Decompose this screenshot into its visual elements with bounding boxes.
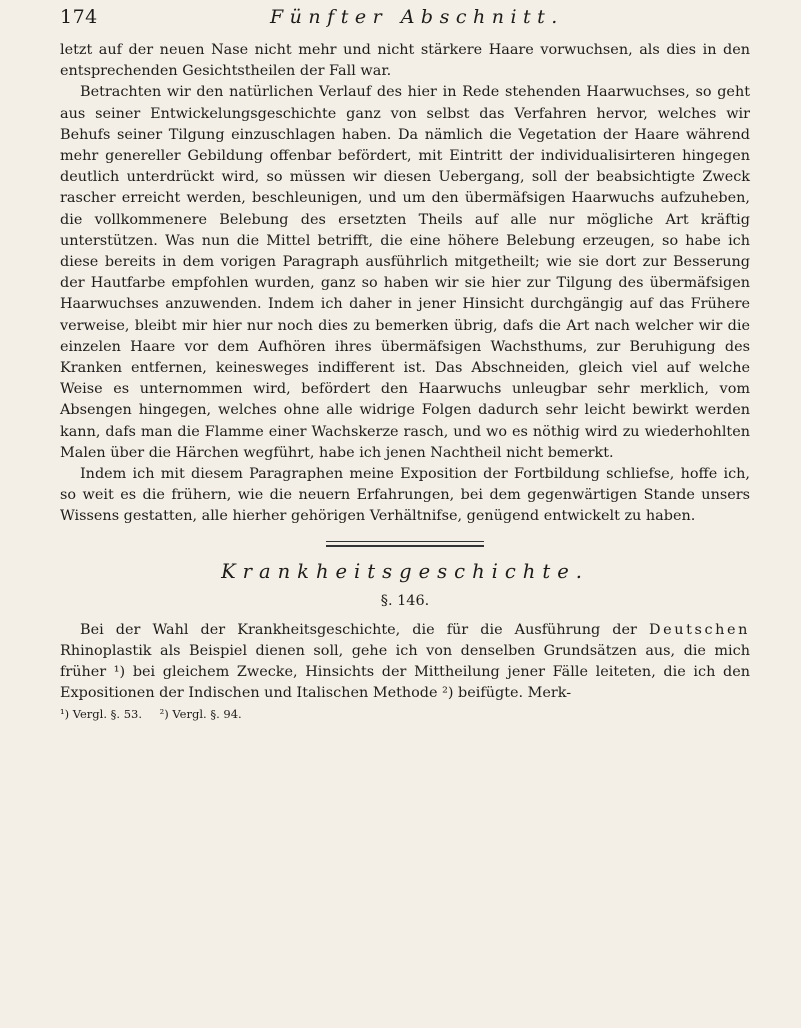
paragraph-text-before: Bei der Wahl der Krankheitsgeschichte, die für die Ausführung der: [80, 621, 649, 638]
paragraph-text-after: Rhinoplastik als Beispiel dienen soll, gehe ich von denselben Grundsätzen aus, die mich früher ¹) bei gleichem Zwecke, Hinsichts der Mittheilung jener Fälle leiteten, die ich den Expositionen der Indischen und Italischen Methode ²) beifügte. Merk-: [60, 642, 750, 702]
paragraph-hair-growth: Betrachten wir den natürlichen Verlauf des hier in Rede stehenden Haarwuchses, so geht aus seiner Entwickelungsgeschichte ganz von selbst das Verfahren hervor, welches wir Behufs seiner Tilgung einzuschlagen haben. Da nämlich die Vegetation der Haare während mehr genereller Gebildung offenbar befördert, mit Eintritt der individualisirteren hingegen deutlich unterdrückt wird, so müssen wir diesen Uebergang, soll der beabsichtigte Zweck rascher erreicht werden, beschleunigen, und um den übermäfsigen Haarwuchs aufzuheben, die vollkommenere Belebung des ersetzten Theils auf alle nur mögliche Art kräftig unterstützen. Was nun die Mittel betrifft, die eine höhere Belebung erzeugen, so habe ich diese bereits in dem vorigen Paragraph ausführlich mitgetheilt; wie sie dort zur Besserung der Hautfarbe empfohlen wurden, ganz so haben wir sie hier zur Tilgung des übermäfsigen Haarwuchses anzuwenden. Indem ich daher in jener Hinsicht durchgängig auf das Frühere verweise, bleibt mir hier nur noch dies zu bemerken übrig, dafs die Art nach welcher wir die einzelen Haare vor dem Aufhören ihres übermäfsigen Wachsthums, zur Beruhigung des Kranken entfernen, keinesweges indifferent ist. Das Abschneiden, gleich viel auf welche Weise es unternommen wird, befördert den Haarwuchs unleugbar sehr merklich, vom Absengen hingegen, welches ohne alle widrige Folgen dadurch sehr leicht bewirkt werden kann, dafs man die Flamme einer Wachskerze rasch, und wo es nöthig wird zu wiederhohlten Malen über die Härchen wegführt, habe ich jenen Nachtheil nicht bemerkt.: [60, 84, 750, 461]
footnotes: [60, 706, 750, 722]
page-number: 174: [60, 6, 98, 28]
page-header: [60, 0, 750, 36]
page-body: [60, 40, 750, 722]
paragraph-spaced-word: Deutschen: [648, 621, 750, 638]
section-number: §. 146.: [380, 592, 430, 609]
section-separator: [326, 541, 484, 547]
footnote-1: ¹) Vergl. §. 53.: [60, 707, 143, 722]
paragraph-closing: Indem ich mit diesem Paragraphen meine Exposition der Fortbildung schliefse, hoffe ich, so weit es die frühern, wie die neuern Erfahrungen, bei dem gegenwärtigen Stande unsers Wissens gestatten, alle hierher gehörigen Verhältnifse, genügend entwickelt zu haben.: [60, 466, 750, 525]
running-head: Fünfter Abschnitt.: [270, 6, 564, 28]
footnote-2: ²) Vergl. §. 94.: [159, 707, 242, 722]
paragraph-continuation: letzt auf der neuen Nase nicht mehr und nicht stärkere Haare vorwuchsen, als dies in den entsprechenden Gesichtstheilen der Fall war.: [60, 42, 750, 80]
section-title: Krankheitsgeschichte.: [221, 559, 589, 583]
paragraph-case-history: [60, 620, 750, 705]
